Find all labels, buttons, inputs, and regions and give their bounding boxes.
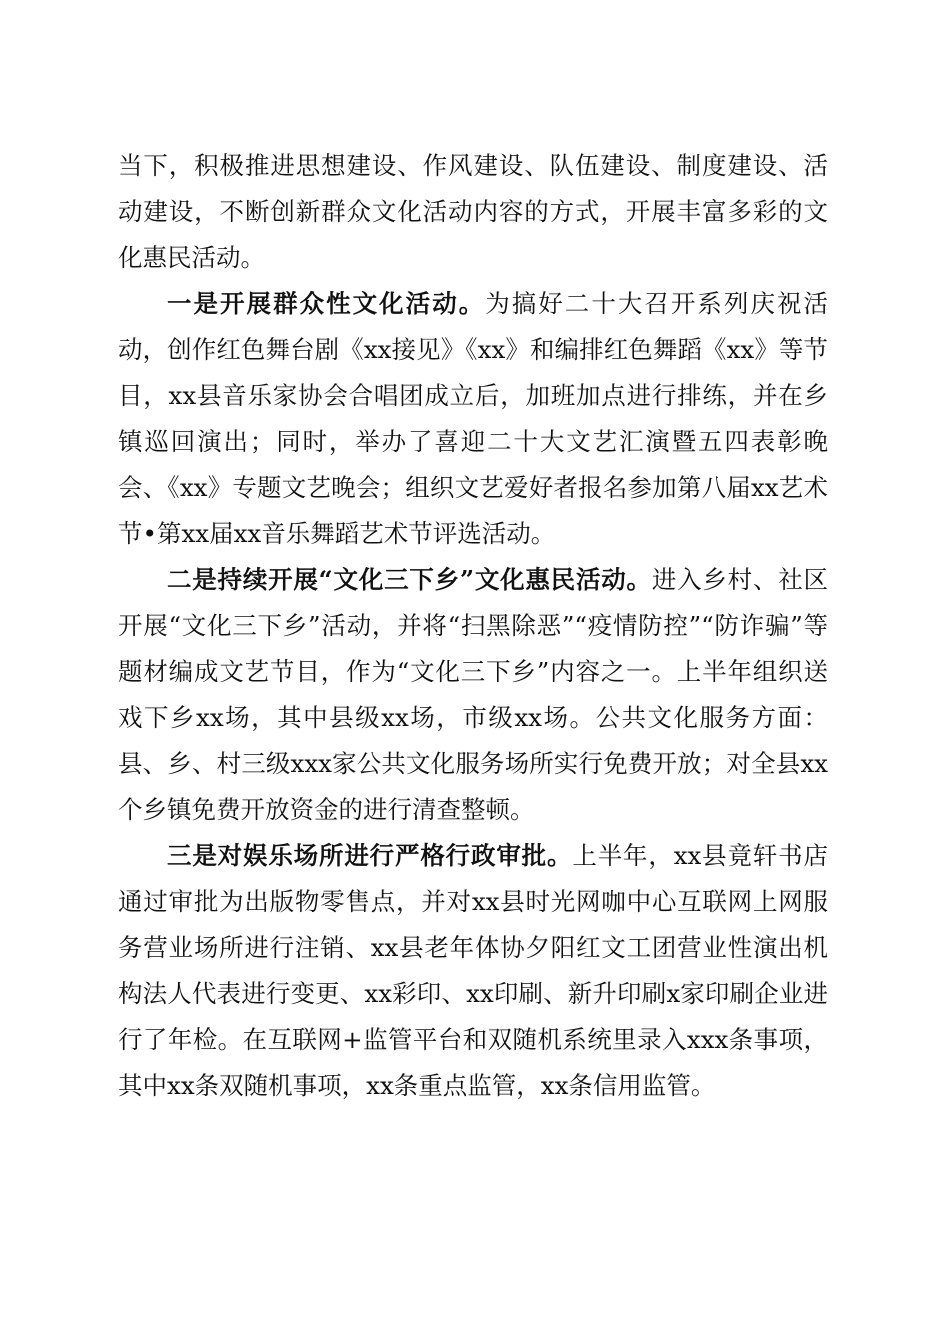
paragraph-culture-to-countryside [118, 557, 828, 833]
paragraph-entertainment-approval [118, 833, 828, 1109]
paragraph-lead: 一是开展群众性文化活动。 [167, 289, 486, 318]
document-body [118, 143, 828, 1109]
paragraph-lead: 二是持续开展“文化三下乡”文化惠民活动。 [167, 565, 652, 594]
paragraph-mass-culture-activities [118, 281, 828, 557]
paragraph-text: 为搞好二十大召开系列庆祝活动，创作红色舞台剧《xx接见》《xx》和编排红色舞蹈《xx》等节目，xx县音乐家协会合唱团成立后，加班加点进行排练，并在乡镇巡回演出；同时，举办了喜迎二十大文艺汇演暨五四表彰晚会、《xx》专题文艺晚会；组织文艺爱好者报名参加第八届xx艺术节•第xx届xx音乐舞蹈艺术节评选活动。 [118, 289, 828, 548]
paragraph-text: 当下，积极推进思想建设、作风建设、队伍建设、制度建设、活动建设，不断创新群众文化活动内容的方式，开展丰富多彩的文化惠民活动。 [118, 151, 828, 272]
paragraph-text: 上半年，xx县竟轩书店通过审批为出版物零售点，并对xx县时光网咖中心互联网上网服务营业场所进行注销、xx县老年体协夕阳红文工团营业性演出机构法人代表进行变更、xx彩印、xx印刷、新升印刷x家印刷企业进行了年检。在互联网+监管平台和双随机系统里录入xxx条事项，其中xx条双随机事项，xx条重点监管，xx条信用监管。 [118, 841, 829, 1100]
paragraph-lead: 三是对娱乐场所进行严格行政审批。 [167, 841, 573, 870]
paragraph-continuation [118, 143, 828, 281]
paragraph-text: 进入乡村、社区开展“文化三下乡”活动，并将“扫黑除恶”“疫情防控”“防诈骗”等题材编成文艺节目，作为“文化三下乡”内容之一。上半年组织送戏下乡xx场，其中县级xx场，市级xx场。公共文化服务方面：县、乡、村三级xxx家公共文化服务场所实行免费开放；对全县xx个乡镇免费开放资金的进行清查整顿。 [118, 565, 828, 824]
